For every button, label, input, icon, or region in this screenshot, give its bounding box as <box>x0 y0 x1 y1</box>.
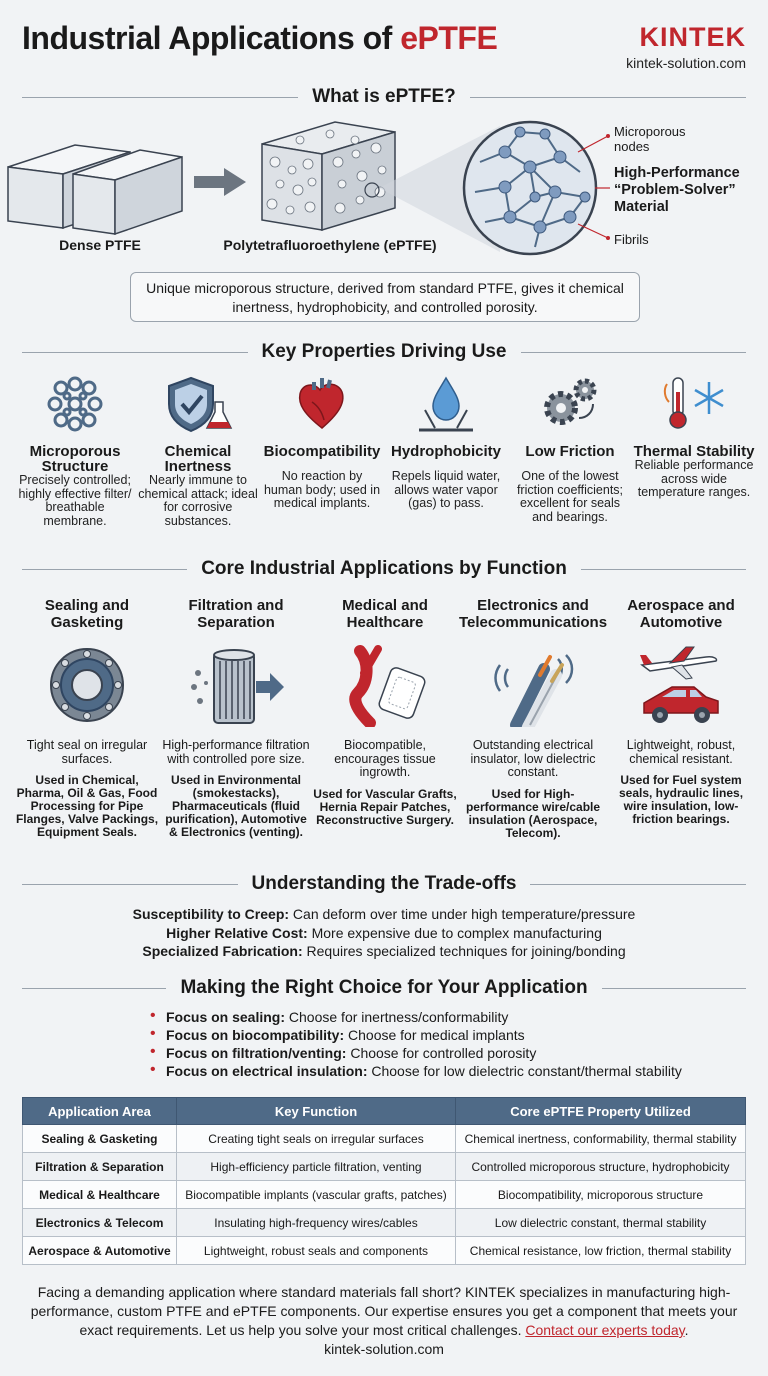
table-cell: Biocompatibility, microporous structure <box>456 1181 746 1209</box>
property-hydrophobicity <box>385 374 507 511</box>
property-name: Hydrophobicity <box>390 443 501 460</box>
divider <box>22 352 248 353</box>
eptfe-block-icon <box>262 122 395 230</box>
property-chemical-inertness <box>137 374 259 528</box>
table-row <box>23 1125 746 1153</box>
section-choice-heading <box>22 977 746 999</box>
application-name: Aerospace and Automotive <box>627 597 735 631</box>
application-sealing <box>12 597 162 839</box>
tradeoff-item <box>0 942 768 961</box>
choice-text: Choose for inertness/conformability <box>285 1009 509 1025</box>
table-cell: Medical & Healthcare <box>23 1181 177 1209</box>
application-desc: Tight seal on irregular surfaces. <box>26 738 148 766</box>
property-microporous <box>14 374 136 528</box>
section-applications-heading <box>22 558 746 580</box>
property-low-friction <box>509 374 631 524</box>
water-drop-icon <box>411 374 481 434</box>
choice-term: Focus on biocompatibility: <box>166 1027 345 1043</box>
table-row <box>23 1181 746 1209</box>
footer-cta <box>30 1283 738 1340</box>
property-desc: One of the lowest friction coefficients; excellent for seals and bearings. <box>516 469 624 524</box>
brand-logo: KINTEK <box>639 22 746 52</box>
table-cell: Aerospace & Automotive <box>23 1237 177 1265</box>
section-what-heading <box>22 86 746 108</box>
brand-site[interactable]: kintek-solution.com <box>626 55 746 71</box>
footer-text: Facing a demanding application where standard materials fall short? KINTEK specializes in manufacturing high-performance, custom PTFE and ePTFE components. Our expertise ensures you get a component that meets your exact requirements. Let us help you solve your most critical challenges. <box>30 1284 738 1338</box>
section-title: Key Properties Driving Use <box>261 341 507 362</box>
choice-item <box>150 1008 682 1026</box>
dense-ptfe-label: Dense PTFE <box>59 237 141 253</box>
tradeoffs-list <box>0 905 768 961</box>
vascular-graft-icon <box>340 643 430 727</box>
property-desc: Repels liquid water, allows water vapor (gas) to pass. <box>391 469 501 510</box>
divider <box>530 884 746 885</box>
tradeoff-term: Susceptibility to Creep: <box>132 906 290 922</box>
lattice-icon <box>45 374 105 434</box>
property-desc: Precisely controlled; highly effective filter/ breathable membrane. <box>18 473 132 528</box>
choice-text: Choose for low dielectric constant/thermal stability <box>367 1063 682 1079</box>
divider <box>521 352 747 353</box>
table-row <box>23 1237 746 1265</box>
property-name: Thermal Stability <box>633 443 755 460</box>
choice-text: Choose for controlled porosity <box>346 1045 537 1061</box>
title-accent: ePTFE <box>400 20 498 56</box>
choice-item <box>150 1044 682 1062</box>
application-name: Medical and Healthcare <box>342 597 428 631</box>
flange-gasket-icon <box>47 643 127 727</box>
airplane-icon <box>640 647 717 679</box>
application-uses: Used for Vascular Grafts, Hernia Repair Patches, Reconstructive Surgery. <box>313 786 457 827</box>
car-icon <box>644 687 718 723</box>
choice-term: Focus on sealing: <box>166 1009 286 1025</box>
application-name: Sealing and Gasketing <box>44 597 130 631</box>
plane-car-icon <box>636 643 726 727</box>
section-title: Making the Right Choice for Your Application <box>180 977 588 998</box>
section-tradeoffs-heading <box>22 873 746 895</box>
choice-item <box>150 1026 682 1044</box>
application-desc: Biocompatible, encourages tissue ingrowth. <box>334 738 436 779</box>
title-text: Industrial Applications of <box>22 20 401 56</box>
application-uses: Used for High-performance wire/cable insulation (Aerospace, Telecom). <box>465 786 601 840</box>
property-name: Biocompatibility <box>263 443 381 460</box>
table-cell: Filtration & Separation <box>23 1153 177 1181</box>
section-properties-heading <box>22 341 746 363</box>
divider <box>581 569 746 570</box>
property-name: Microporous Structure <box>29 443 121 475</box>
table-cell: Chemical resistance, low friction, thermal stability <box>456 1237 746 1265</box>
property-desc: Reliable performance across wide temperature ranges. <box>634 458 754 499</box>
table-cell: Chemical inertness, conformability, thermal stability <box>456 1125 746 1153</box>
transform-arrow-icon <box>194 168 246 196</box>
choice-list <box>150 1008 682 1080</box>
brand-block <box>626 22 746 71</box>
table-header-row <box>23 1098 746 1125</box>
table-cell: Lightweight, robust seals and components <box>177 1237 456 1265</box>
tradeoff-term: Specialized Fabrication: <box>142 943 303 959</box>
divider <box>470 97 746 98</box>
section-title: Core Industrial Applications by Function <box>201 558 567 579</box>
contact-link[interactable]: Contact our experts today <box>525 1322 685 1338</box>
cable-icon <box>488 643 578 727</box>
property-desc: No reaction by human body; used in medical implants. <box>263 469 381 510</box>
table-cell: Controlled microporous structure, hydrophobicity <box>456 1153 746 1181</box>
table-cell: Insulating high-frequency wires/cables <box>177 1209 456 1237</box>
footer-site[interactable]: kintek-solution.com <box>324 1341 444 1357</box>
table-cell: Sealing & Gasketing <box>23 1125 177 1153</box>
application-medical <box>310 597 460 827</box>
choice-term: Focus on electrical insulation: <box>166 1063 368 1079</box>
fibrils-label: Fibrils <box>614 232 649 247</box>
applications-table <box>22 1097 746 1265</box>
gears-icon <box>535 374 605 434</box>
shield-flask-icon <box>163 374 233 434</box>
table-row <box>23 1153 746 1181</box>
tradeoff-text: More expensive due to complex manufacturing <box>307 924 602 941</box>
application-filtration <box>161 597 311 839</box>
divider <box>22 97 298 98</box>
divider <box>22 988 166 989</box>
choice-term: Focus on filtration/venting: <box>166 1045 347 1061</box>
eptfe-summary: Unique microporous structure, derived from standard PTFE, gives it chemical inertness, hydrophobicity, and controlled porosity. <box>130 272 640 322</box>
callout-label: High-Performance “Problem-Solver” Material <box>614 165 740 215</box>
divider <box>22 884 238 885</box>
property-biocompatibility <box>261 374 383 511</box>
application-name: Filtration and Separation <box>188 597 284 631</box>
tradeoff-item <box>0 905 768 924</box>
divider <box>22 569 187 570</box>
dense-ptfe-blocks-icon <box>8 145 182 234</box>
heart-icon <box>292 374 352 434</box>
application-electronics <box>458 597 608 840</box>
table-cell: High-efficiency particle filtration, venting <box>177 1153 456 1181</box>
section-title: What is ePTFE? <box>312 86 456 107</box>
tradeoff-text: Can deform over time under high temperature/pressure <box>289 906 636 922</box>
property-desc: Nearly immune to chemical attack; ideal for corrosive substances. <box>138 473 258 528</box>
application-uses: Used in Environmental (smokestacks), Pharmaceuticals (fluid purification), Automotive & Electronics (venting). <box>165 773 307 839</box>
application-desc: Lightweight, robust, chemical resistant. <box>626 738 736 766</box>
application-desc: High-performance filtration with controlled pore size. <box>162 738 310 766</box>
application-uses: Used in Chemical, Pharma, Oil & Gas, Food Processing for Pipe Flanges, Valve Packings, Equipment Seals. <box>15 773 159 839</box>
microstructure-magnified-icon <box>464 122 596 254</box>
table-cell: Creating tight seals on irregular surfaces <box>177 1125 456 1153</box>
choice-item <box>150 1062 682 1080</box>
application-name: Electronics and Telecommunications <box>458 597 608 631</box>
property-thermal-stability <box>633 374 755 500</box>
thermometer-snowflake-icon <box>659 374 729 434</box>
application-aerospace <box>606 597 756 826</box>
column-header: Core ePTFE Property Utilized <box>456 1098 746 1125</box>
divider <box>602 988 746 989</box>
tradeoff-item <box>0 924 768 943</box>
nodes-label: Microporous nodes <box>614 124 686 154</box>
column-header: Application Area <box>23 1098 177 1125</box>
table-cell: Low dielectric constant, thermal stability <box>456 1209 746 1237</box>
page-title <box>22 20 497 57</box>
table-cell: Electronics & Telecom <box>23 1209 177 1237</box>
section-title: Understanding the Trade-offs <box>251 873 517 894</box>
footer-text-end: . <box>684 1322 689 1338</box>
tradeoff-term: Higher Relative Cost: <box>166 924 308 941</box>
property-name: Low Friction <box>525 443 615 460</box>
table-cell: Biocompatible implants (vascular grafts, patches) <box>177 1181 456 1209</box>
tradeoff-text: Requires specialized techniques for joining/bonding <box>302 943 626 959</box>
choice-text: Choose for medical implants <box>344 1027 525 1043</box>
column-header: Key Function <box>177 1098 456 1125</box>
filter-cartridge-icon <box>186 643 286 727</box>
application-desc: Outstanding electrical insulator, low dielectric constant. <box>470 738 596 779</box>
property-name: Chemical Inertness <box>164 443 232 475</box>
application-uses: Used for Fuel system seals, hydraulic lines, wire insulation, low-friction bearings. <box>618 773 744 826</box>
table-row <box>23 1209 746 1237</box>
eptfe-label: Polytetrafluoroethylene (ePTFE) <box>223 237 437 253</box>
